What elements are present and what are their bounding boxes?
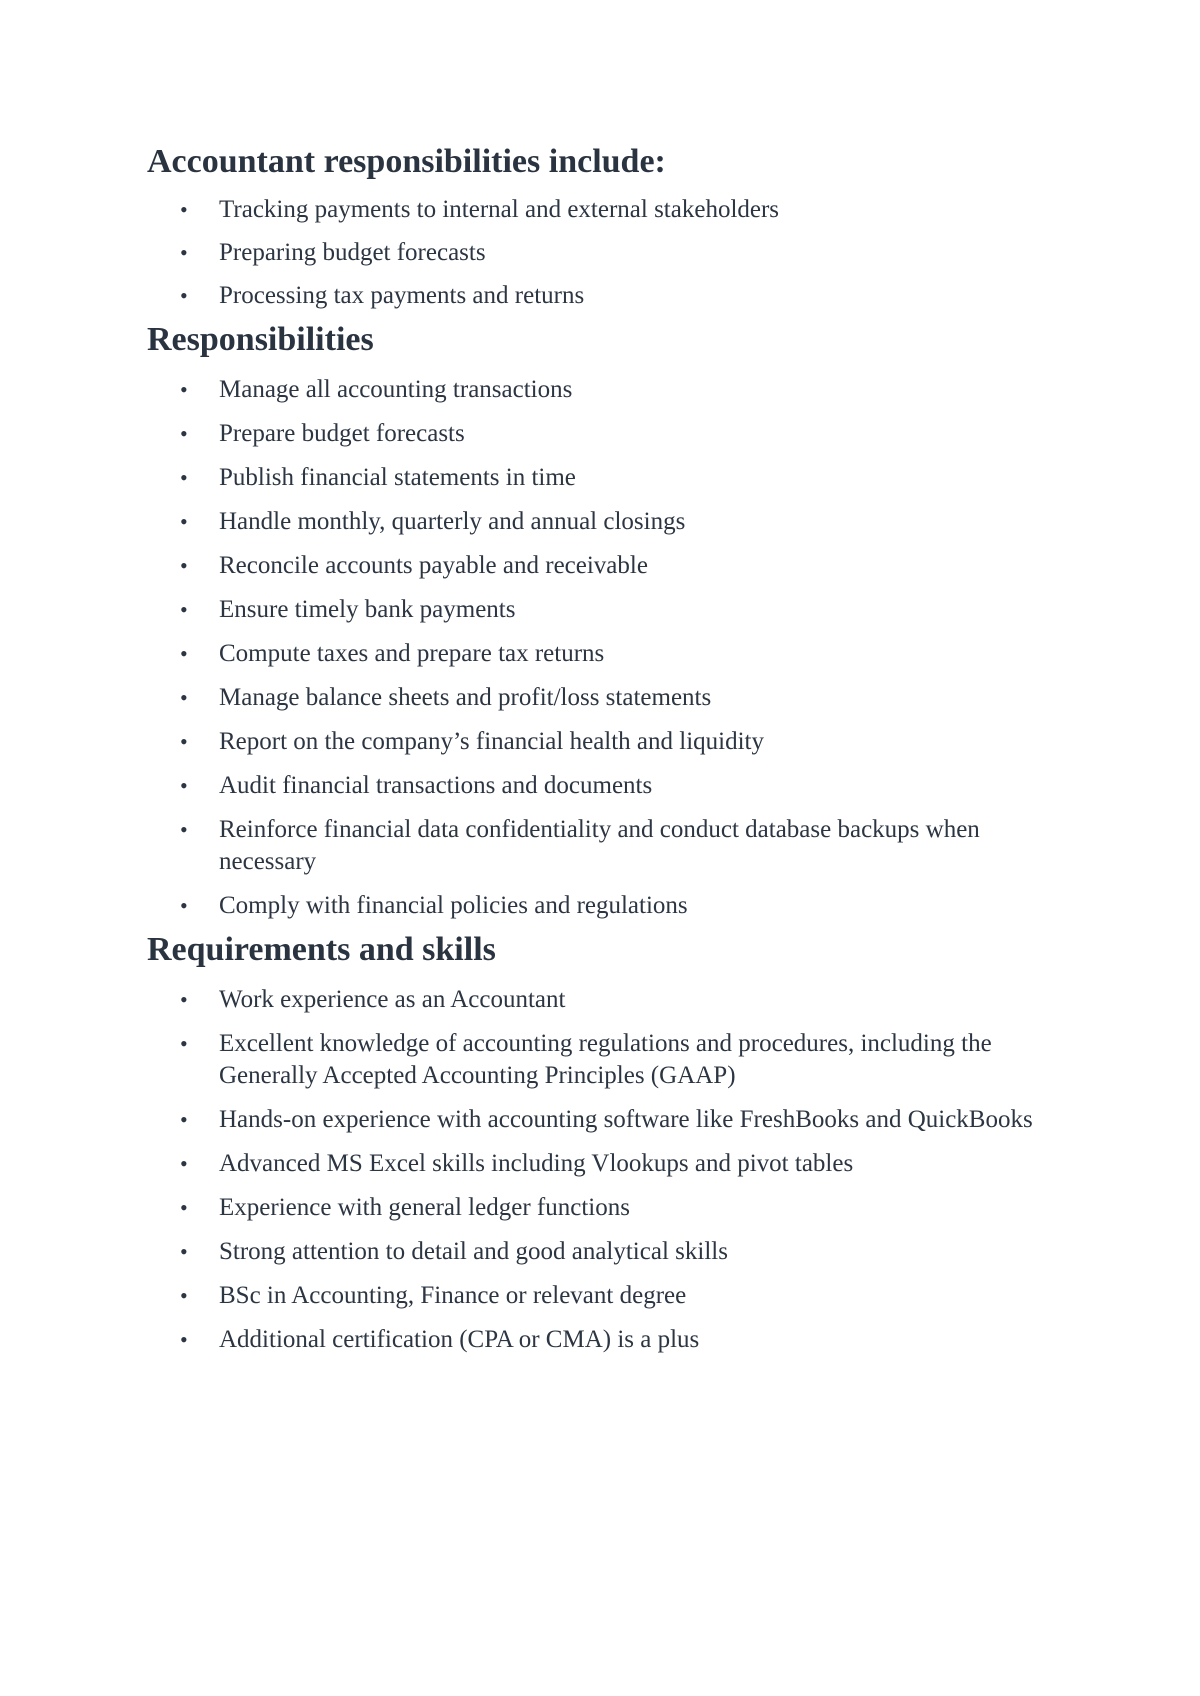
section-heading-accountant-responsibilities: Accountant responsibilities include: <box>147 143 666 180</box>
list-item-text: Additional certification (CPA or CMA) is a plus <box>219 1326 700 1353</box>
bullet-icon: • <box>180 641 188 666</box>
document-page <box>147 140 1067 1368</box>
list-item <box>147 506 1067 538</box>
section-heading-responsibilities: Responsibilities <box>147 321 374 358</box>
list-item-text: Preparing budget forecasts <box>219 239 486 266</box>
bullet-icon: • <box>180 685 188 710</box>
bullet-icon: • <box>180 893 188 918</box>
list-item-text: Publish financial statements in time <box>219 464 576 491</box>
list-item <box>147 638 1067 670</box>
list-item <box>147 594 1067 626</box>
list-item <box>147 1324 1067 1356</box>
list-item-text: Experience with general ledger functions <box>219 1194 630 1221</box>
list-item <box>147 1280 1067 1312</box>
list-item <box>147 462 1067 494</box>
list-item <box>147 418 1067 450</box>
list-item <box>147 1192 1067 1224</box>
list-item-text: Work experience as an Accountant <box>219 986 566 1013</box>
list-item-text: Hands-on experience with accounting software like FreshBooks and QuickBooks <box>219 1106 1033 1133</box>
list-item-text: Advanced MS Excel skills including Vlookups and pivot tables <box>219 1150 854 1177</box>
list-item <box>147 194 1067 226</box>
list-item <box>147 1148 1067 1180</box>
list-item-text: Strong attention to detail and good analytical skills <box>219 1238 728 1265</box>
bullet-icon: • <box>180 597 188 622</box>
bullet-icon: • <box>180 1283 188 1308</box>
list-item-text: Manage all accounting transactions <box>219 376 573 403</box>
list-item <box>147 890 1067 922</box>
list-item-text: Report on the company’s financial health and liquidity <box>219 728 765 755</box>
list-item <box>147 984 1067 1016</box>
list-item <box>147 374 1067 406</box>
section-heading-requirements-and-skills: Requirements and skills <box>147 931 496 968</box>
list-item-text: Tracking payments to internal and external stakeholders <box>219 196 780 223</box>
list-item-text: Reconcile accounts payable and receivable <box>219 552 648 579</box>
bullet-icon: • <box>180 1107 188 1132</box>
list-item-text: Manage balance sheets and profit/loss statements <box>219 684 712 711</box>
bullet-icon: • <box>180 817 188 842</box>
list-item-text: Processing tax payments and returns <box>219 282 585 309</box>
list-item <box>147 550 1067 582</box>
list-item <box>147 682 1067 714</box>
bullet-icon: • <box>180 377 188 402</box>
list-item-text: Compute taxes and prepare tax returns <box>219 640 605 667</box>
list-item-text: Ensure timely bank payments <box>219 596 516 623</box>
list-item <box>147 280 1067 312</box>
bullet-icon: • <box>180 509 188 534</box>
list-item <box>147 1236 1067 1268</box>
bullet-icon: • <box>180 1327 188 1352</box>
list-item-text: Excellent knowledge of accounting regulations and procedures, including the Generally Accepted Accounting Principles (GAAP) <box>219 1030 992 1089</box>
list-item-text: Prepare budget forecasts <box>219 420 465 447</box>
list-item <box>147 726 1067 758</box>
bullet-icon: • <box>180 465 188 490</box>
bullet-icon: • <box>180 773 188 798</box>
list-item-text: BSc in Accounting, Finance or relevant degree <box>219 1282 687 1309</box>
bullet-icon: • <box>180 1031 188 1056</box>
list-item <box>147 237 1067 269</box>
bullet-list-accountant-responsibilities <box>147 194 1067 312</box>
list-item <box>147 1028 1067 1092</box>
bullet-icon: • <box>180 1239 188 1264</box>
bullet-icon: • <box>180 240 188 265</box>
bullet-icon: • <box>180 553 188 578</box>
bullet-list-requirements-and-skills <box>147 984 1067 1356</box>
list-item-text: Audit financial transactions and documents <box>219 772 653 799</box>
bullet-icon: • <box>180 987 188 1012</box>
bullet-icon: • <box>180 283 188 308</box>
list-item <box>147 1104 1067 1136</box>
bullet-icon: • <box>180 729 188 754</box>
list-item <box>147 770 1067 802</box>
bullet-list-responsibilities <box>147 374 1067 922</box>
bullet-icon: • <box>180 197 188 222</box>
bullet-icon: • <box>180 1195 188 1220</box>
list-item-text: Handle monthly, quarterly and annual closings <box>219 508 686 535</box>
list-item-text: Comply with financial policies and regulations <box>219 892 688 919</box>
list-item-text: Reinforce financial data confidentiality and conduct database backups when necessary <box>219 816 980 875</box>
bullet-icon: • <box>180 1151 188 1176</box>
bullet-icon: • <box>180 421 188 446</box>
list-item <box>147 814 1067 878</box>
